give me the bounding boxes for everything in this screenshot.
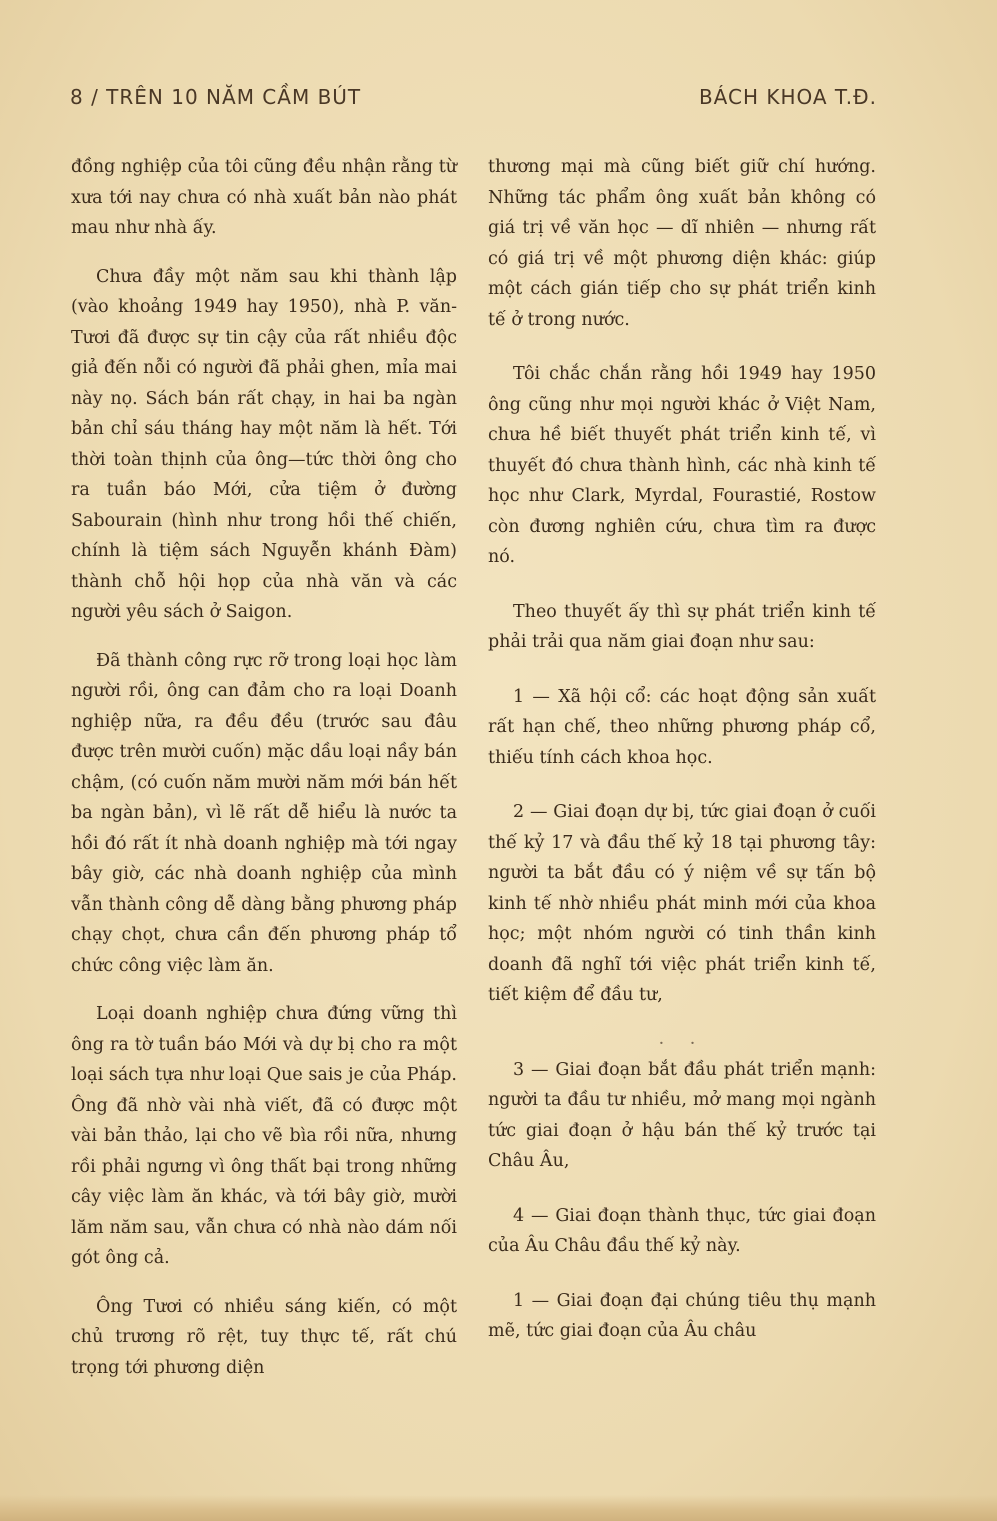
right-column (488, 152, 876, 1365)
list-item: 2 — Giai đoạn dự bị, tức giai đoạn ở cuối thế kỷ 17 và đầu thế kỷ 18 tại phương tây: người ta bắt đầu có ý niệm về sự tấn bộ kinh tế nhờ nhiều phát minh mới của khoa học; một nhóm người có tinh thần kinh doanh đã nghĩ tới việc phát triển kinh tế, tiết kiệm để đầu tư, (488, 802, 876, 1005)
list-item: 1 — Giai đoạn đại chúng tiêu thụ mạnh mẽ, tức giai đoạn của Âu châu (488, 1290, 876, 1341)
header-right: BÁCH KHOA T.Đ. (698, 85, 877, 109)
paragraph: Ông Tươi có nhiều sáng kiến, có một chủ trương rõ rệt, tuy thực tế, rất chú trọng tới phương diện (71, 1296, 457, 1378)
list-item: 3 — Giai đoạn bắt đầu phát triển mạnh: người ta đầu tư nhiều, mở mang mọi ngành tức giai đoạn ở hậu bán thế kỷ trước tại Châu Âu, (488, 1059, 876, 1171)
paragraph: Chưa đầy một năm sau khi thành lập (vào khoảng 1949 hay 1950), nhà P. văn-Tươi đã được sự tin cậy của rất nhiều độc giả đến nỗi có người đã phải ghen, mỉa mai này nọ. Sách bán rất chạy, in hai ba ngàn bản chỉ sáu tháng hay một năm là hết. Tới thời toàn thịnh của ông—tức thời ông cho ra tuần báo Mới, cửa tiệm ở đường Sabourain (hình như trong hồi thế chiến, chính là tiệm sách Nguyễn khánh Đàm) thành chỗ hội họp của nhà văn và các người yêu sách ở Saigon. (71, 266, 457, 622)
list-item: 4 — Giai đoạn thành thục, tức giai đoạn của Âu Châu đầu thế kỷ này. (488, 1205, 876, 1256)
header-left: 8 / TRÊN 10 NĂM CẦM BÚT (70, 85, 362, 109)
page-bottom-edge (0, 1495, 997, 1521)
speck-marks: · · (658, 1033, 706, 1054)
paragraph: thương mại mà cũng biết giữ chí hướng. Những tác phẩm ông xuất bản không có giá trị về văn học — dĩ nhiên — nhưng rất có giá trị về một phương diện khác: giúp một cách gián tiếp cho sự phát triển kinh tế ở trong nước. (488, 157, 876, 330)
running-header (70, 85, 877, 115)
left-column (71, 152, 457, 1401)
list-item: 1 — Xã hội cổ: các hoạt động sản xuất rất hạn chế, theo những phương pháp cổ, thiếu tính cách khoa học. (488, 686, 876, 768)
paragraph: đồng nghiệp của tôi cũng đều nhận rằng từ xưa tới nay chưa có nhà xuất bản nào phát mau như nhà ấy. (71, 157, 457, 238)
paragraph: Loại doanh nghiệp chưa đứng vững thì ông ra tờ tuần báo Mới và dự bị cho ra một loại sách tựa như loại Que sais je của Pháp. Ông đã nhờ vài nhà viết, đã có được một vài bản thảo, lại cho vẽ bìa rồi nữa, nhưng rồi phải ngưng vì ông thất bại trong những cây việc làm ăn khác, và tới bây giờ, mười lăm năm sau, vẫn chưa có nhà nào dám nối gót ông cả. (71, 1004, 457, 1268)
paragraph: Tôi chắc chắn rằng hồi 1949 hay 1950 ông cũng như mọi người khác ở Việt Nam, chưa hề biết thuyết phát triển kinh tế, vì thuyết đó chưa thành hình, các nhà kinh tế học như Clark, Myrdal, Fourastié, Rostow còn đương nghiên cứu, chưa tìm ra được nó. (488, 364, 876, 567)
paragraph: Theo thuyết ấy thì sự phát triển kinh tế phải trải qua năm giai đoạn như sau: (488, 601, 876, 652)
paragraph: Đã thành công rực rỡ trong loại học làm người rồi, ông can đảm cho ra loại Doanh nghiệp nữa, ra đều đều (trước sau đâu được trên mười cuốn) mặc dầu loại nầy bán chậm, (có cuốn năm mười năm mới bán hết ba ngàn bản), vì lẽ rất dễ hiểu là nước ta hồi đó rất ít nhà doanh nghiệp mà tới ngay bây giờ, các nhà doanh nghiệp của mình vẫn thành công dễ dàng bằng phương pháp chạy chọt, chưa cần đến phương pháp tổ chức công việc làm ăn. (71, 650, 457, 976)
